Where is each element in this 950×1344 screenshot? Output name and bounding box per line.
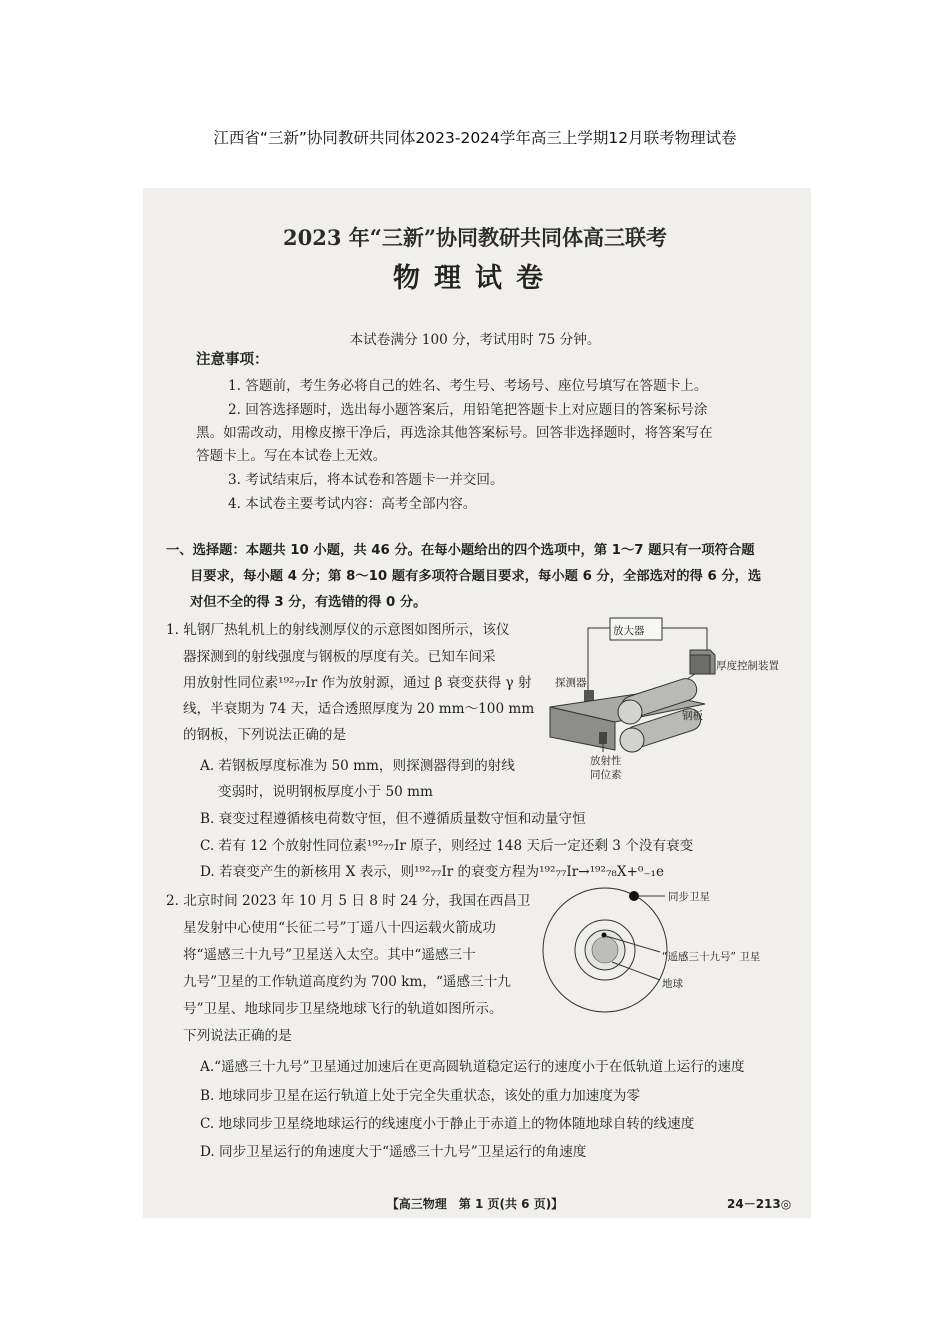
q2-option-a: A.“遥感三十九号”卫星通过加速后在更高圆轨道稳定运行的速度小于在低轨道上运行的速度 bbox=[200, 1059, 745, 1075]
section-heading: 一、选择题：本题共 10 小题，共 46 分。在每小题给出的四个选项中，第 1～7 题只有一项符合题 bbox=[166, 543, 755, 558]
notice-line: 4. 本试卷主要考试内容：高考全部内容。 bbox=[228, 496, 477, 512]
exam-info: 本试卷满分 100 分，考试用时 75 分钟。 bbox=[349, 332, 601, 348]
notice-line: 1. 答题前，考生务必将自己的姓名、考生号、考场号、座位号填写在答题卡上。 bbox=[228, 378, 708, 394]
amplifier-label: 放大器 bbox=[613, 625, 645, 637]
notice-line: 2. 回答选择题时，选出每小题答案后，用铅笔把答题卡上对应题目的答案标号涂 bbox=[228, 402, 708, 418]
q2-option-c: C. 地球同步卫星绕地球运行的线速度小于静止于赤道上的物体随地球自转的线速度 bbox=[200, 1116, 695, 1132]
thickness-gauge-diagram bbox=[540, 612, 790, 777]
thickness-control-label: 厚度控制装置 bbox=[716, 660, 779, 672]
earth-label: 地球 bbox=[662, 978, 683, 990]
notice-line: 黑。如需改动，用橡皮擦干净后，再选涂其他答案标号。回答非选择题时，将答案写在 bbox=[196, 425, 713, 441]
notice-line: 3. 考试结束后，将本试卷和答题卡一并交回。 bbox=[228, 472, 504, 488]
q1-option-b: B. 衰变过程遵循核电荷数守恒，但不遵循质量数守恒和动量守恒 bbox=[200, 811, 586, 827]
q2-stem-line: 九号”卫星的工作轨道高度约为 700 km，“遥感三十九 bbox=[183, 974, 511, 990]
notice-line: 答题卡上。写在本试卷上无效。 bbox=[196, 448, 387, 464]
q1-option-a: A. 若钢板厚度标准为 50 mm，则探测器得到的射线 bbox=[200, 758, 515, 774]
geo-satellite-label: 同步卫星 bbox=[668, 891, 710, 903]
remote-sensing-satellite-label: “遥感三十九号” 卫星 bbox=[662, 951, 761, 963]
q2-stem-line: 将“遥感三十九号”卫星送入太空。其中“遥感三十 bbox=[183, 947, 476, 963]
q1-stem-line: 器探测到的射线强度与钢板的厚度有关。已知车间采 bbox=[183, 649, 496, 665]
section-heading: 目要求，每小题 4 分；第 8～10 题有多项符合题目要求，每小题 6 分，全部选对的得 6 分，选 bbox=[190, 569, 762, 584]
q2-option-b: B. 地球同步卫星在运行轨道上处于完全失重状态，该处的重力加速度为零 bbox=[200, 1088, 641, 1104]
q2-stem-line: 号”卫星、地球同步卫星绕地球飞行的轨道如图所示。 bbox=[183, 1001, 503, 1017]
q2-stem-line: 2. 北京时间 2023 年 10 月 5 日 8 时 24 分，我国在西昌卫 bbox=[166, 893, 531, 909]
q1-stem-line: 用放射性同位素¹⁹²₇₇Ir 作为放射源，通过 β 衰变获得 γ 射 bbox=[183, 675, 532, 691]
exam-subject: 物理试卷 bbox=[393, 263, 557, 294]
q2-stem-line: 下列说法正确的是 bbox=[183, 1028, 292, 1044]
q1-option-a: 变弱时，说明钢板厚度小于 50 mm bbox=[218, 784, 433, 800]
notice-heading: 注意事项： bbox=[196, 352, 269, 368]
source-label: 放射性 bbox=[590, 755, 622, 767]
exam-code: 24－213◎ bbox=[727, 1197, 792, 1211]
q1-option-c: C. 若有 12 个放射性同位素¹⁹²₇₇Ir 原子，则经过 148 天后一定还剩 3 个没有衰变 bbox=[200, 838, 694, 854]
source-label: 同位素 bbox=[590, 769, 622, 781]
q1-option-d: D. 若衰变产生的新核用 X 表示，则¹⁹²₇₇Ir 的衰变方程为¹⁹²₇₇Ir→¹⁹²₇₈X+⁰₋₁e bbox=[200, 864, 665, 880]
q1-stem-line: 的钢板，下列说法正确的是 bbox=[183, 727, 347, 743]
exam-title: 2023 年“三新”协同教研共同体高三联考 bbox=[283, 225, 667, 250]
document-header: 江西省“三新”协同教研共同体2023-2024学年高三上学期12月联考物理试卷 bbox=[213, 129, 737, 147]
steel-plate-label: 钢板 bbox=[682, 710, 703, 722]
q2-stem-line: 星发射中心使用“长征二号”丁遥八十四运载火箭成功 bbox=[183, 920, 496, 936]
page-footer: 【高三物理 第 1 页(共 6 页)】 bbox=[386, 1197, 564, 1211]
q1-stem-line: 1. 轧钢厂热轧机上的射线测厚仪的示意图如图所示，该仪 bbox=[166, 622, 510, 638]
q1-stem-line: 线，半衰期为 74 天，适合透照厚度为 20 mm～100 mm bbox=[183, 701, 535, 717]
detector-label: 探测器 bbox=[555, 677, 587, 689]
section-heading: 对但不全的得 3 分，有选错的得 0 分。 bbox=[190, 595, 427, 610]
q2-option-d: D. 同步卫星运行的角速度大于“遥感三十九号”卫星运行的角速度 bbox=[200, 1144, 587, 1160]
